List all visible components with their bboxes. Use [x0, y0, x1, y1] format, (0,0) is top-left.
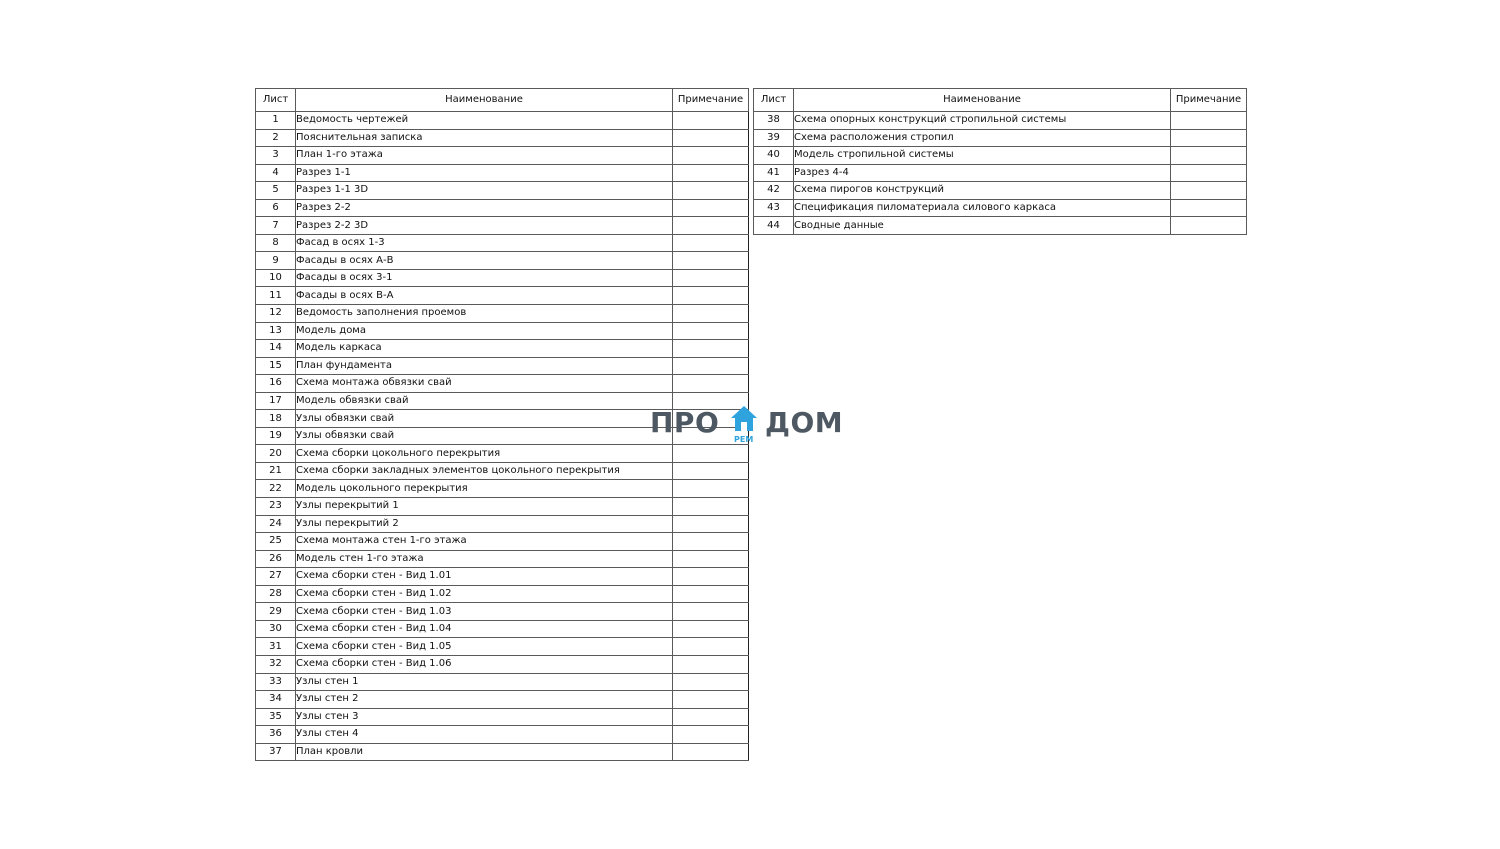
table-row [256, 199, 749, 217]
sheet-note-cell [673, 498, 749, 516]
table-row [754, 147, 1247, 165]
sheet-number-cell: 32 [256, 655, 296, 673]
sheet-name-cell: Фасад в осях 1-3 [296, 234, 673, 252]
table-header-row [754, 89, 1247, 112]
table-row [256, 322, 749, 340]
sheet-name-cell: Узлы обвязки свай [296, 410, 673, 428]
column-header-note: Примечание [673, 89, 749, 112]
sheet-note-cell [673, 743, 749, 761]
sheet-name-cell: Ведомость чертежей [296, 112, 673, 130]
sheet-number-cell: 21 [256, 462, 296, 480]
sheet-number-cell: 17 [256, 392, 296, 410]
sheet-name-cell: План кровли [296, 743, 673, 761]
sheet-number-cell: 43 [754, 199, 794, 217]
sheet-number-cell: 4 [256, 164, 296, 182]
sheet-number-cell: 40 [754, 147, 794, 165]
sheet-name-cell: Узлы перекрытий 1 [296, 498, 673, 516]
watermark-logo [650, 404, 850, 448]
sheet-note-cell [673, 673, 749, 691]
sheet-note-cell [673, 252, 749, 270]
sheet-name-cell: Пояснительная записка [296, 129, 673, 147]
sheet-note-cell [673, 357, 749, 375]
table-row [754, 217, 1247, 235]
sheet-number-cell: 16 [256, 375, 296, 393]
table-header-row [256, 89, 749, 112]
sheet-name-cell: Модель стен 1-го этажа [296, 550, 673, 568]
sheet-name-cell: Схема сборки стен - Вид 1.03 [296, 603, 673, 621]
sheet-note-cell [673, 515, 749, 533]
sheet-note-cell [673, 199, 749, 217]
sheet-note-cell [673, 375, 749, 393]
sheet-number-cell: 33 [256, 673, 296, 691]
table-row [256, 287, 749, 305]
sheet-number-cell: 14 [256, 340, 296, 358]
logo-word-dom: ДОМ [765, 406, 844, 439]
table-row [256, 480, 749, 498]
sheet-number-cell: 1 [256, 112, 296, 130]
sheet-name-cell: Узлы стен 4 [296, 726, 673, 744]
sheet-name-cell: План 1-го этажа [296, 147, 673, 165]
sheet-name-cell: Модель цокольного перекрытия [296, 480, 673, 498]
sheet-name-cell: Узлы обвязки свай [296, 427, 673, 445]
sheet-name-cell: Разрез 1-1 [296, 164, 673, 182]
table-row [256, 269, 749, 287]
sheet-name-cell: Сводные данные [794, 217, 1171, 235]
sheet-note-cell [673, 620, 749, 638]
sheet-number-cell: 28 [256, 585, 296, 603]
sheet-number-cell: 2 [256, 129, 296, 147]
sheet-note-cell [1171, 217, 1247, 235]
sheet-note-cell [673, 164, 749, 182]
sheet-note-cell [1171, 129, 1247, 147]
sheet-note-cell [1171, 164, 1247, 182]
sheet-number-cell: 37 [256, 743, 296, 761]
column-header-name: Наименование [296, 89, 673, 112]
sheet-note-cell [673, 340, 749, 358]
sheet-name-cell: Схема сборки стен - Вид 1.04 [296, 620, 673, 638]
table-row [256, 515, 749, 533]
drawings-list-table-right [753, 88, 1247, 235]
sheet-number-cell: 26 [256, 550, 296, 568]
sheet-name-cell: Модель каркаса [296, 340, 673, 358]
sheet-name-cell: Модель стропильной системы [794, 147, 1171, 165]
sheet-number-cell: 5 [256, 182, 296, 200]
sheet-note-cell [673, 269, 749, 287]
sheet-note-cell [1171, 182, 1247, 200]
sheet-number-cell: 34 [256, 691, 296, 709]
sheet-note-cell [673, 112, 749, 130]
sheet-note-cell [673, 182, 749, 200]
sheet-note-cell [673, 480, 749, 498]
table-row [256, 234, 749, 252]
sheet-number-cell: 7 [256, 217, 296, 235]
sheet-number-cell: 31 [256, 638, 296, 656]
table-row [256, 585, 749, 603]
sheet-number-cell: 27 [256, 568, 296, 586]
sheet-note-cell [673, 217, 749, 235]
table-row [256, 603, 749, 621]
sheet-name-cell: Схема опорных конструкций стропильной системы [794, 112, 1171, 130]
house-icon [729, 404, 759, 434]
sheet-name-cell: Схема пирогов конструкций [794, 182, 1171, 200]
sheet-number-cell: 13 [256, 322, 296, 340]
table-row [256, 357, 749, 375]
sheet-number-cell: 36 [256, 726, 296, 744]
sheet-number-cell: 9 [256, 252, 296, 270]
table-row [256, 375, 749, 393]
sheet-name-cell: Схема сборки стен - Вид 1.06 [296, 655, 673, 673]
sheet-number-cell: 39 [754, 129, 794, 147]
logo-word-pro: ПРО [650, 406, 720, 439]
sheet-number-cell: 25 [256, 533, 296, 551]
sheet-name-cell: Фасады в осях В-А [296, 287, 673, 305]
sheet-name-cell: Спецификация пиломатериала силового каркаса [794, 199, 1171, 217]
table-row [256, 726, 749, 744]
sheet-number-cell: 3 [256, 147, 296, 165]
table-row [256, 305, 749, 323]
table-row [256, 164, 749, 182]
sheet-note-cell [673, 638, 749, 656]
sheet-note-cell [673, 234, 749, 252]
sheet-number-cell: 22 [256, 480, 296, 498]
table-row [256, 252, 749, 270]
table-row [256, 708, 749, 726]
table-row [256, 217, 749, 235]
table-row [256, 340, 749, 358]
table-row [256, 550, 749, 568]
sheet-number-cell: 15 [256, 357, 296, 375]
logo-subtext: РЕМ [734, 435, 754, 444]
sheet-number-cell: 8 [256, 234, 296, 252]
table-row [256, 620, 749, 638]
table-row [256, 533, 749, 551]
table-row [256, 129, 749, 147]
table-row [256, 638, 749, 656]
sheet-name-cell: Ведомость заполнения проемов [296, 305, 673, 323]
sheet-note-cell [1171, 112, 1247, 130]
sheet-note-cell [673, 129, 749, 147]
sheet-number-cell: 23 [256, 498, 296, 516]
table-row [256, 655, 749, 673]
sheet-number-cell: 12 [256, 305, 296, 323]
sheet-name-cell: Схема сборки цокольного перекрытия [296, 445, 673, 463]
sheet-note-cell [673, 691, 749, 709]
sheet-note-cell [673, 726, 749, 744]
sheet-name-cell: Схема сборки стен - Вид 1.02 [296, 585, 673, 603]
sheet-name-cell: Схема расположения стропил [794, 129, 1171, 147]
column-header-name: Наименование [794, 89, 1171, 112]
table-row [256, 743, 749, 761]
table-row [256, 691, 749, 709]
table-row [256, 498, 749, 516]
sheet-number-cell: 24 [256, 515, 296, 533]
sheet-note-cell [673, 462, 749, 480]
sheet-name-cell: Модель дома [296, 322, 673, 340]
sheet-name-cell: План фундамента [296, 357, 673, 375]
sheet-name-cell: Схема сборки закладных элементов цокольного перекрытия [296, 462, 673, 480]
sheet-number-cell: 41 [754, 164, 794, 182]
sheet-number-cell: 19 [256, 427, 296, 445]
table-row [256, 112, 749, 130]
sheet-number-cell: 38 [754, 112, 794, 130]
sheet-number-cell: 20 [256, 445, 296, 463]
sheet-note-cell [673, 287, 749, 305]
sheet-note-cell [673, 533, 749, 551]
sheet-number-cell: 30 [256, 620, 296, 638]
sheet-note-cell [673, 708, 749, 726]
table-row [256, 673, 749, 691]
table-row [256, 147, 749, 165]
column-header-sheet: Лист [754, 89, 794, 112]
table-row [754, 199, 1247, 217]
sheet-name-cell: Схема монтажа обвязки свай [296, 375, 673, 393]
sheet-name-cell: Разрез 4-4 [794, 164, 1171, 182]
sheet-number-cell: 10 [256, 269, 296, 287]
sheet-note-cell [673, 603, 749, 621]
sheet-name-cell: Схема сборки стен - Вид 1.01 [296, 568, 673, 586]
sheet-name-cell: Схема сборки стен - Вид 1.05 [296, 638, 673, 656]
table-row [256, 182, 749, 200]
table-row [256, 462, 749, 480]
sheet-name-cell: Фасады в осях А-В [296, 252, 673, 270]
sheet-number-cell: 44 [754, 217, 794, 235]
sheet-name-cell: Узлы перекрытий 2 [296, 515, 673, 533]
sheet-note-cell [673, 322, 749, 340]
table-row [754, 182, 1247, 200]
sheet-note-cell [1171, 199, 1247, 217]
table-row [754, 129, 1247, 147]
sheet-note-cell [1171, 147, 1247, 165]
table-row [754, 164, 1247, 182]
table-row [256, 568, 749, 586]
sheet-number-cell: 11 [256, 287, 296, 305]
sheet-name-cell: Фасады в осях 3-1 [296, 269, 673, 287]
sheet-number-cell: 42 [754, 182, 794, 200]
sheet-number-cell: 29 [256, 603, 296, 621]
sheet-note-cell [673, 550, 749, 568]
sheet-note-cell [673, 585, 749, 603]
sheet-name-cell: Узлы стен 3 [296, 708, 673, 726]
sheet-name-cell: Узлы стен 1 [296, 673, 673, 691]
sheet-number-cell: 6 [256, 199, 296, 217]
sheet-name-cell: Разрез 2-2 3D [296, 217, 673, 235]
sheet-note-cell [673, 147, 749, 165]
sheet-note-cell [673, 305, 749, 323]
sheet-number-cell: 18 [256, 410, 296, 428]
table-row [754, 112, 1247, 130]
column-header-note: Примечание [1171, 89, 1247, 112]
sheet-number-cell: 35 [256, 708, 296, 726]
sheet-note-cell [673, 655, 749, 673]
column-header-sheet: Лист [256, 89, 296, 112]
sheet-name-cell: Схема монтажа стен 1-го этажа [296, 533, 673, 551]
sheet-name-cell: Разрез 1-1 3D [296, 182, 673, 200]
sheet-name-cell: Модель обвязки свай [296, 392, 673, 410]
sheet-name-cell: Разрез 2-2 [296, 199, 673, 217]
sheet-note-cell [673, 568, 749, 586]
sheet-name-cell: Узлы стен 2 [296, 691, 673, 709]
